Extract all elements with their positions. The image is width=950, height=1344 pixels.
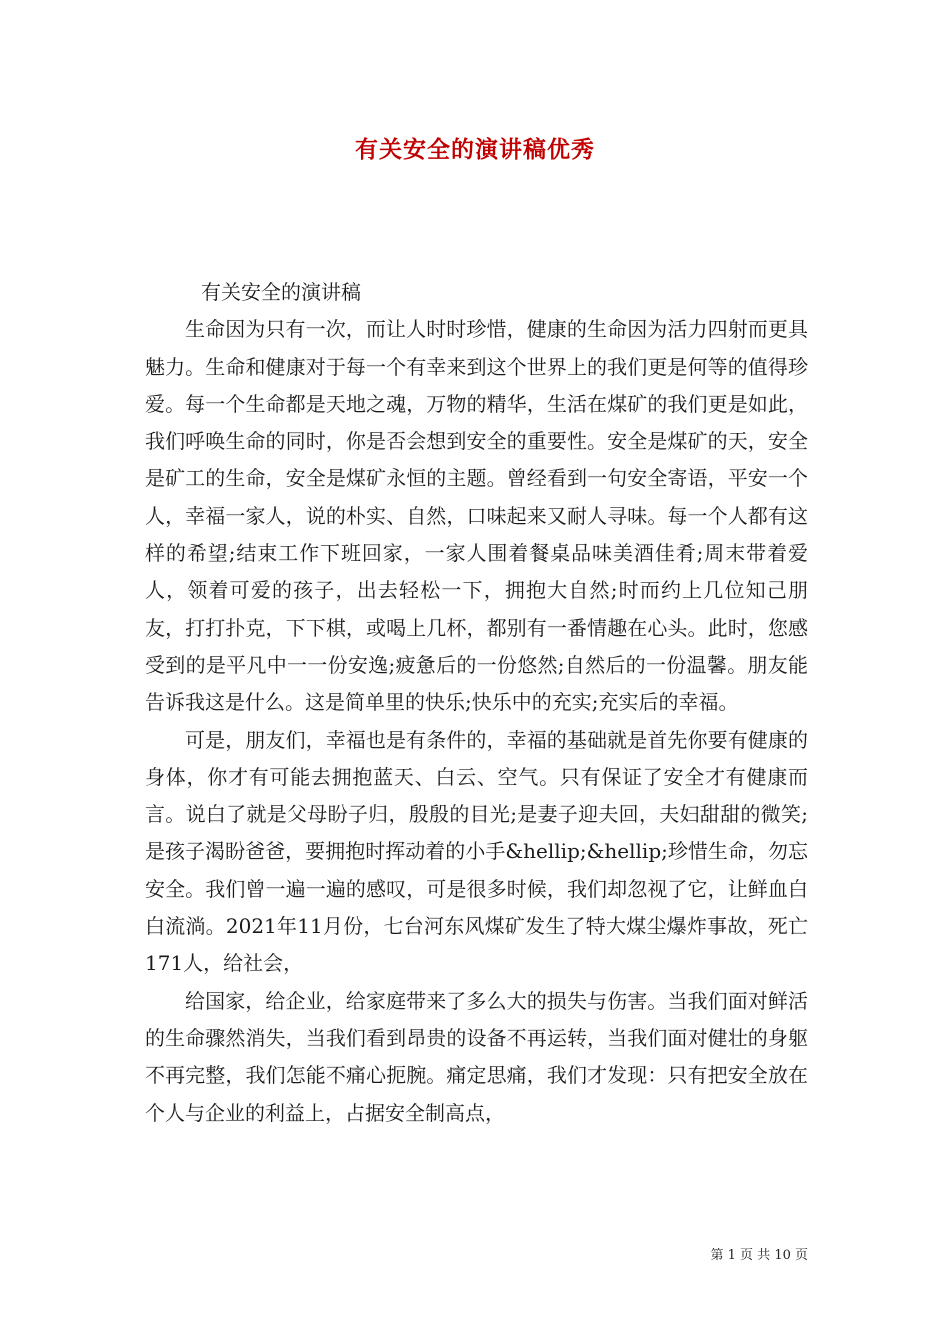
paragraph-1: 生命因为只有一次，而让人时时珍惜，健康的生命因为活力四射而更具魅力。生命和健康对于每一个有幸来到这个世界上的我们更是何等的值得珍爱。每一个生命都是天地之魂，万物的精华，生活在煤矿的我们更是如此，我们呼唤生命的同时，你是否会想到安全的重要性。安全是煤矿的天，安全是矿工的生命，安全是煤矿永恒的主题。曾经看到一句安全寄语，平安一个人，幸福一家人，说的朴实、自然，口味起来又耐人寻味。每一个人都有这样的希望;结束工作下班回家，一家人围着餐桌品味美酒佳肴;周末带着爱人，领着可爱的孩子，出去轻松一下，拥抱大自然;时而约上几位知己朋友，打打扑克，下下棋，或喝上几杯，都别有一番情趣在心头。此时，您感受到的是平凡中一一份安逸;疲惫后的一份悠然;自然后的一份温馨。朋友能告诉我这是什么。这是简单里的快乐;快乐中的充实;充实后的幸福。	[145, 317, 808, 715]
page-number-footer: 第 1 页 共 10 页	[710, 1248, 808, 1263]
document-title: 有关安全的演讲稿优秀	[355, 136, 595, 163]
document-subtitle: 有关安全的演讲稿	[201, 280, 361, 304]
document-body	[145, 274, 808, 1132]
paragraph-2: 可是，朋友们，幸福也是有条件的，幸福的基础就是首先你要有健康的身体，你才有可能去拥抱蓝天、白云、空气。只有保证了安全才有健康而言。说白了就是父母盼子归，殷殷的目光;是妻子迎夫回，夫妇甜甜的微笑;是孩子渴盼爸爸，要拥抱时挥动着的小手&hellip;&hellip;珍惜生命，勿忘安全。我们曾一遍一遍的感叹，可是很多时候，我们却忽视了它，让鲜血白白流淌。2021年11月份，七台河东风煤矿发生了特大煤尘爆炸事故，死亡171人，给社会，	[145, 727, 808, 976]
paragraph-3: 给国家，给企业，给家庭带来了多么大的损失与伤害。当我们面对鲜活的生命骤然消失，当我们看到昂贵的设备不再运转，当我们面对健壮的身躯不再完整，我们怎能不痛心扼腕。痛定思痛，我们才发现：只有把安全放在个人与企业的利益上，占据安全制高点，	[145, 988, 808, 1125]
